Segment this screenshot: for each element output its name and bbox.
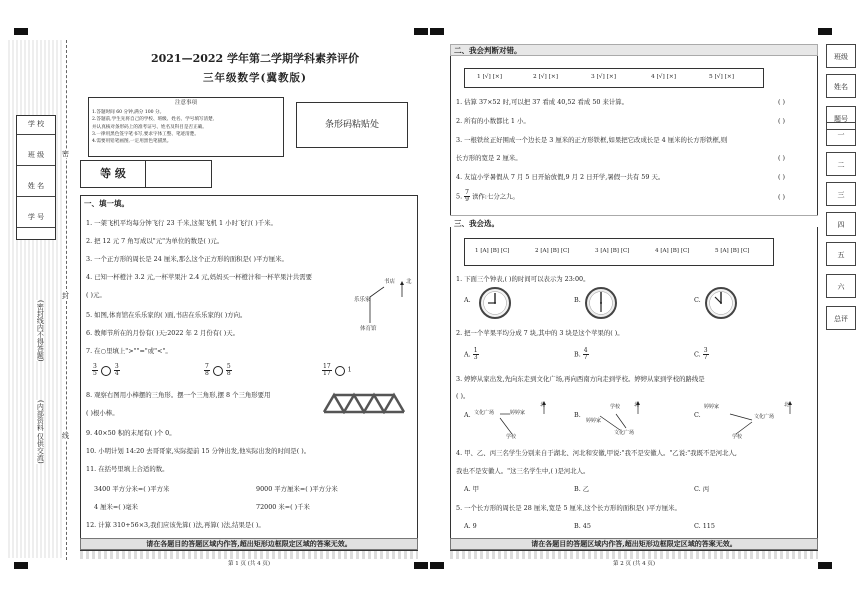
class-label: 班 级 <box>17 151 55 166</box>
map-gym-label: 体育馆 <box>360 326 377 332</box>
choice-option[interactable]: C. 115 <box>694 522 715 530</box>
fraction-numerator: 7 <box>465 189 469 196</box>
unit-conversion: 4 厘米=( )毫米 <box>94 503 139 511</box>
section3-title: 三、我会选。 <box>454 219 499 228</box>
score-cell-1: 一 <box>826 122 856 146</box>
barcode-area <box>296 102 408 148</box>
registration-mark <box>818 562 832 569</box>
registration-mark <box>14 28 28 35</box>
choice-option[interactable]: B. 45 <box>574 522 591 530</box>
name-label: 姓 名 <box>17 182 55 197</box>
fraction-denominator: 7 <box>583 354 588 361</box>
notice-item: 3.一律用黑色签字笔书写,要求字体工整、笔迹清楚。 <box>92 132 199 138</box>
score-cell-3: 三 <box>826 182 856 206</box>
choice-option[interactable] <box>694 348 709 361</box>
school-label: 学 校 <box>17 120 55 135</box>
fraction-numerator: 4 <box>583 347 588 354</box>
option-label: C. <box>694 411 701 419</box>
question: 5. 如图,体育馆在乐乐家的( )面,书店在乐乐家的( )方向。 <box>86 311 247 319</box>
notice-item: 并认真核对条形码上的准考证号、姓名及科目是否正确。 <box>92 124 207 130</box>
judge-answer-choice[interactable]: 1 [√] [×] <box>477 74 502 80</box>
fraction-denominator: 3 <box>473 354 478 361</box>
route-culture-label: 文化广场 <box>614 430 635 436</box>
compare-item <box>204 364 232 377</box>
judge-question <box>456 190 519 203</box>
route-school-label: 学校 <box>610 404 621 410</box>
registration-mark <box>14 562 28 569</box>
compare-item <box>322 364 352 377</box>
judge-paren[interactable]: ( ) <box>778 173 786 181</box>
notice-box <box>88 97 284 157</box>
fraction-denominator: 8 <box>226 370 231 377</box>
exam-year-title: 2021—2022 学年第二学期学科素养评价 <box>150 52 360 65</box>
question: 3. 一个正方形的周长是 24 厘米,那么这个正方形的面积是( )平方厘米。 <box>86 255 288 263</box>
unit-conversion: 72000 米=( )千米 <box>256 503 310 511</box>
question: ( )根小棒。 <box>86 409 119 417</box>
fraction-denominator: 9 <box>465 196 469 203</box>
fraction-denominator: 7 <box>703 354 708 361</box>
choice-question: 2. 把一个苹果平均分成 7 块,其中的 3 块是这个苹果的( )。 <box>456 329 624 337</box>
compare-circle[interactable] <box>335 366 345 376</box>
notice-item: 1.答题时间 60 分钟,满分 100 分。 <box>92 110 165 115</box>
judge-question: 2. 所有的小数都比 1 小。 <box>456 117 530 125</box>
fraction-numerator: 17 <box>323 363 331 370</box>
unit-conversion: 3400 平方分米=( )平方米 <box>94 485 170 493</box>
judge-answer-choice[interactable]: 2 [√] [×] <box>533 74 558 80</box>
judge-question: 长方形的宽是 2 厘米。 <box>456 154 522 162</box>
grade-label: 等 级 <box>81 161 146 187</box>
choice-question: 5. 一个长方形的周长是 28 厘米,宽是 5 厘米,这个长方形的面积是( )平方厘米。 <box>456 504 681 512</box>
choice-question: 4. 甲、乙、丙三名学生分别来自于湖北、河北和安徽,甲说:"我不是安徽人。"乙说:"我既不是河北人, <box>456 449 737 457</box>
question: 7. 在○里填上">""="或"<"。 <box>86 347 172 355</box>
judge-answer-choice[interactable]: 5 [√] [×] <box>709 74 734 80</box>
judge-paren[interactable]: ( ) <box>778 193 786 201</box>
choice-answer[interactable]: 4 [A] [B] [C] <box>655 248 690 254</box>
choice-answer-row <box>464 238 774 266</box>
question: 4. 已知一杯橙汁 3.2 元,一杯苹果汁 2.4 元,妈妈买一杯橙汁和一杯苹果汁共需要 <box>86 273 312 281</box>
judge-paren[interactable]: ( ) <box>778 154 786 162</box>
barcode-label: 条形码粘贴处 <box>324 120 379 130</box>
choice-option[interactable]: B. 乙 <box>574 485 590 493</box>
page-number: 第 1 页 (共 4 页) <box>227 561 271 567</box>
question: 12. 计算 310+56×3,我们应该先算( )法,再算( )法,结果是( )。 <box>86 521 265 529</box>
judge-answer-row <box>464 68 764 88</box>
question-number: 5. <box>456 192 463 201</box>
question: 6. 教师节所在的月份有( )天;2022 年 2 月份有( )天。 <box>86 329 239 337</box>
clock-c-icon <box>704 286 738 320</box>
section3-header-bar <box>450 215 818 227</box>
option-label: C. <box>694 296 701 304</box>
route-culture-label: 文化广场 <box>474 410 495 416</box>
choice-option[interactable] <box>574 348 589 361</box>
question: 9. 40×50 积的末尾有( )个 0。 <box>86 429 176 437</box>
page-number: 第 2 页 (共 4 页) <box>612 561 656 567</box>
grade-box <box>80 160 212 188</box>
map-north-label: 北 <box>406 279 412 285</box>
question-text: 读作:七分之九。 <box>472 192 519 201</box>
section2-title: 二、我会判断对错。 <box>454 46 522 55</box>
choice-option[interactable]: A. 9 <box>464 522 477 530</box>
choice-question: 我也不是安徽人。"这三名学生中,( )是河北人。 <box>456 467 590 475</box>
score-cell-5: 五 <box>826 242 856 266</box>
compare-item <box>92 364 120 377</box>
option-label: B. <box>574 411 581 419</box>
score-cell-question-no: 题号 <box>826 106 856 130</box>
route-culture-label: 文化广场 <box>754 414 775 420</box>
choice-question: 1. 下面三个钟表,( )的时间可以表示为 23:00。 <box>456 275 590 283</box>
judge-question: 3. 一根铁丝正好围成一个边长是 3 厘米的正方形铁框,如果把它改成长是 4 厘米的长方形铁框,则 <box>456 136 728 144</box>
internal-notice: (内部资料 仅供交流) <box>36 400 45 464</box>
fraction-numerator: 3 <box>114 363 119 370</box>
fraction-denominator: 17 <box>323 370 331 377</box>
judge-answer-choice[interactable]: 3 [√] [×] <box>591 74 616 80</box>
answer-area-note: 请在各题目的答题区域内作答,超出矩形边框限定区域的答案无效。 <box>80 538 418 550</box>
compare-circle[interactable] <box>101 366 111 376</box>
judge-paren[interactable]: ( ) <box>778 117 786 125</box>
route-school-label: 学校 <box>732 434 743 440</box>
route-home-label: 婷婷家 <box>586 418 602 424</box>
notice-list <box>92 109 214 146</box>
fraction-numerator: 3 <box>93 363 97 370</box>
option-letter: B. <box>574 350 581 359</box>
student-info-form <box>16 115 56 240</box>
registration-mark <box>430 28 444 35</box>
question: 8. 观察右图用小棒摆的三角形。摆一个三角形,摆 8 个三角形要用 <box>86 391 271 399</box>
clock-a-icon <box>478 286 512 320</box>
unit-conversion: 9000 平方厘米=( )平方分米 <box>256 485 338 493</box>
route-school-label: 学校 <box>506 434 517 440</box>
fraction-numerator: 1 <box>473 347 478 354</box>
choice-option[interactable]: A. 甲 <box>464 485 480 493</box>
fraction-numerator: 7 <box>205 363 209 370</box>
choice-option[interactable] <box>464 348 479 361</box>
score-cell-name: 姓名 <box>826 74 856 98</box>
notice-title: 注意事项 <box>174 100 197 106</box>
decorative-border <box>80 551 418 559</box>
option-letter: A. <box>464 350 471 359</box>
route-home-label: 婷婷家 <box>510 410 526 416</box>
score-cell-6: 六 <box>826 274 856 298</box>
score-cell-total: 总评 <box>826 306 856 330</box>
notice-item: 4.需要用铅笔画图,一定用黑色笔描黑。 <box>92 139 172 145</box>
clock-b-icon <box>584 286 618 320</box>
route-home-label: 婷婷家 <box>704 404 720 410</box>
seal-char-feng: 封 <box>62 292 69 300</box>
map-bookstore-label: 书店 <box>384 279 396 285</box>
question: 2. 把 12 元 7 角写成以"元"为单位的数是( )元。 <box>86 237 224 245</box>
compare-circle[interactable] <box>213 366 223 376</box>
choice-answer[interactable]: 5 [A] [B] [C] <box>715 248 750 254</box>
notice-item: 2.答题前,学生先将自己的学校、班级、姓名、学号填写清楚, <box>92 117 215 123</box>
question: 11. 在括号里填上合适的数。 <box>86 465 169 473</box>
choice-question: 3. 婷婷从家出发,先向东走到文化广场,再向西南方向走到学校。婷婷从家到学校的路线是 <box>456 375 705 383</box>
question: 1. 一架飞机平均每分钟飞行 23 千米,这架飞机 1 小时飞行( )千米。 <box>86 219 277 227</box>
judge-answer-choice[interactable]: 4 [√] [×] <box>651 74 676 80</box>
stick-triangles-figure <box>322 392 406 414</box>
route-north-label: 北 <box>634 402 640 408</box>
answer-area-note: 请在各题目的答题区域内作答,超出矩形边框限定区域的答案无效。 <box>450 538 818 550</box>
section1-title: 一、填一填。 <box>84 199 129 208</box>
score-cell-4: 四 <box>826 212 856 236</box>
route-north-label: 北 <box>540 402 546 408</box>
registration-mark <box>818 28 832 35</box>
question: 10. 小明计划 14:20 去哥哥家,实际提前 15 分钟出发,他实际出发的时间是( )。 <box>86 447 311 455</box>
route-north-label: 北 <box>784 402 790 408</box>
exam-subject-title: 三年级数学(冀教版) <box>203 72 307 84</box>
choice-answer[interactable]: 3 [A] [B] [C] <box>595 248 630 254</box>
choice-option[interactable]: C. 丙 <box>694 485 710 493</box>
compare-value: 1 <box>347 365 352 374</box>
option-label: B. <box>574 296 581 304</box>
registration-mark <box>430 562 444 569</box>
score-cell-class: 班级 <box>826 44 856 68</box>
fraction-denominator: 8 <box>205 370 209 377</box>
option-label: A. <box>464 411 471 419</box>
section1-frame <box>80 195 418 551</box>
choice-answer[interactable]: 2 [A] [B] [C] <box>535 248 570 254</box>
judge-paren[interactable]: ( ) <box>778 98 786 106</box>
sealed-notice: (密封线内不得答题) <box>36 300 45 362</box>
fraction-denominator: 4 <box>114 370 119 377</box>
fraction-numerator: 5 <box>226 363 231 370</box>
judge-question: 1. 估算 37×52 时,可以把 37 看成 40,52 看成 50 来计算。 <box>456 98 629 106</box>
fraction-numerator: 3 <box>703 347 708 354</box>
decorative-border <box>450 551 818 559</box>
seal-char-xian: 线 <box>62 432 69 440</box>
student-number-label: 学 号 <box>17 213 55 228</box>
question: ( )元。 <box>86 291 106 299</box>
map-home-label: 乐乐家 <box>354 297 371 303</box>
choice-question: ( )。 <box>456 392 470 400</box>
score-cell-2: 二 <box>826 152 856 176</box>
seal-char-mi: 密 <box>62 150 69 158</box>
choice-answer[interactable]: 1 [A] [B] [C] <box>475 248 510 254</box>
registration-mark <box>414 28 428 35</box>
option-letter: C. <box>694 350 701 359</box>
fraction-denominator: 5 <box>93 370 97 377</box>
judge-question: 4. 友谊小学暑假从 7 月 5 日开始放假,9 月 2 日开学,暑假一共有 59 天。 <box>456 173 665 181</box>
option-label: A. <box>464 296 471 304</box>
